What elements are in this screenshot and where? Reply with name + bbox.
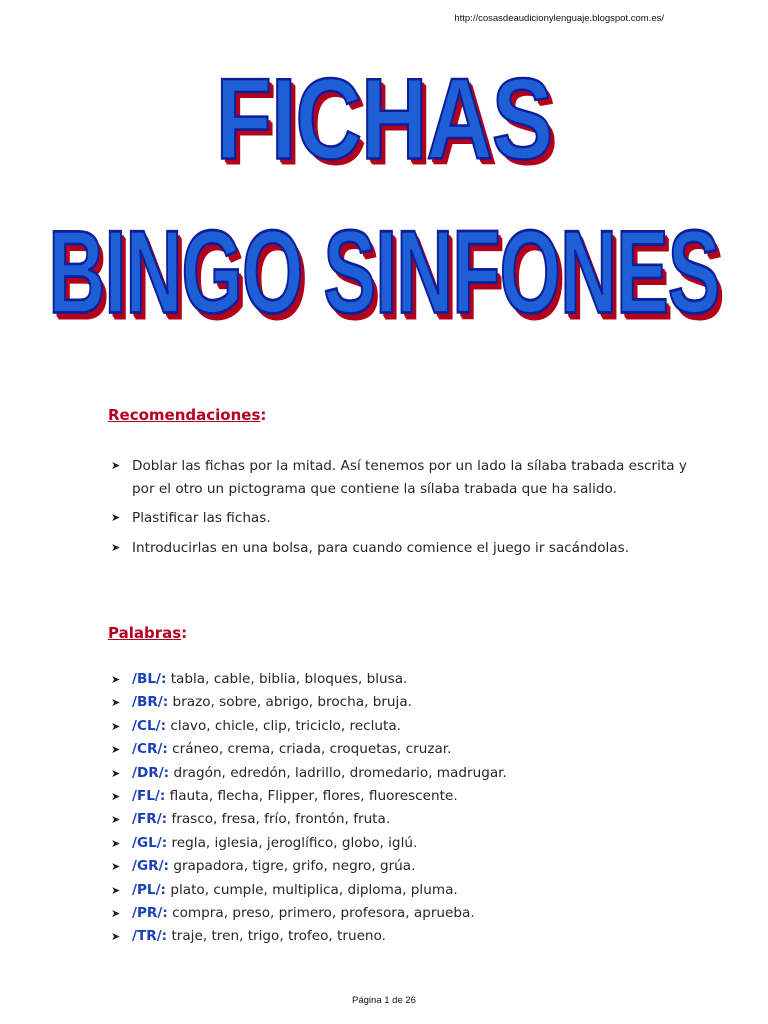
arrow-bullet-icon: ➤ [111,696,121,710]
word-list: regla, iglesia, jeroglífico, globo, iglú. [171,834,418,851]
sinfon-key: /BR/: [132,694,169,711]
arrow-bullet-icon: ➤ [111,790,121,804]
recomendaciones-heading [108,406,266,424]
recomendaciones-heading-text: Recomendaciones [108,406,261,424]
sinfon-key: /BL/: [132,671,167,687]
sinfon-key: /GR/: [132,858,169,875]
title-bingo-sinfones: BINGO SINFONES [48,206,720,338]
list-item-text: Doblar las fichas por la mitad. Así tenemos por un lado la sílaba trabada escrita y por el otro un pictograma que contiene la sílaba trabada que ha salido. [132,458,687,497]
list-item [110,785,690,808]
arrow-bullet-icon: ➤ [111,719,121,733]
recomendaciones-list [110,455,690,566]
list-item [110,855,690,878]
list-item [110,925,690,948]
arrow-bullet-icon: ➤ [111,907,121,921]
list-item [110,537,690,560]
sinfon-key: /FL/: [132,788,166,805]
palabras-heading-colon: : [181,624,188,642]
word-list: brazo, sobre, abrigo, brocha, bruja. [172,694,412,711]
word-list: plato, cumple, multiplica, diploma, pluma. [170,881,458,898]
palabras-list [110,668,690,949]
sinfon-key: /PL/: [132,881,166,898]
arrow-bullet-icon: ➤ [111,540,121,554]
palabras-heading [108,624,187,642]
page-footer: Página 1 de 26 [352,995,416,1006]
word-list: frasco, fresa, frío, frontón, fruta. [171,811,391,828]
list-item [110,762,690,785]
sinfon-key: /CR/: [132,741,168,758]
arrow-bullet-icon: ➤ [111,766,121,780]
recomendaciones-heading-colon: : [260,406,267,424]
sinfon-key: /FR/: [132,811,168,828]
sinfon-key: /TR/: [132,928,168,945]
arrow-bullet-icon: ➤ [111,930,121,944]
list-item [110,691,690,714]
list-item [110,455,690,500]
word-list: grapadora, tigre, grifo, negro, grúa. [173,858,416,875]
list-item [110,668,690,691]
list-item [110,832,690,855]
list-item [110,902,690,925]
word-list: clavo, chicle, clip, triciclo, recluta. [170,717,402,734]
arrow-bullet-icon: ➤ [111,813,121,827]
word-list: tabla, cable, biblia, bloques, blusa. [170,671,408,687]
word-list: traje, tren, trigo, trofeo, trueno. [171,928,386,945]
arrow-bullet-icon: ➤ [111,459,121,472]
arrow-bullet-icon: ➤ [111,743,121,757]
list-item [110,738,690,761]
sinfon-key: /PR/: [132,905,168,922]
list-item [110,507,690,530]
title-fichas: FICHAS [215,55,553,184]
list-item-text: Plastificar las fichas. [132,510,271,526]
word-list: flauta, flecha, Flipper, flores, fluorescente. [169,788,458,805]
sinfon-key: /GL/: [132,834,168,851]
arrow-bullet-icon: ➤ [111,860,121,874]
arrow-bullet-icon: ➤ [111,883,121,897]
word-list: compra, preso, primero, profesora, aprueba. [172,905,475,922]
word-list: cráneo, crema, criada, croquetas, cruzar. [172,741,452,758]
header-url: http://cosasdeaudicionylenguaje.blogspot.com.es/ [454,13,664,24]
arrow-bullet-icon: ➤ [111,836,121,850]
list-item [110,808,690,831]
arrow-bullet-icon: ➤ [111,511,121,524]
list-item-text: Introducirlas en una bolsa, para cuando comience el juego ir sacándolas. [132,539,630,556]
list-item [110,879,690,902]
sinfon-key: /DR/: [132,764,170,781]
word-list: dragón, edredón, ladrillo, dromedario, madrugar. [173,764,507,781]
sinfon-key: /CL/: [132,717,167,734]
palabras-heading-text: Palabras [108,624,182,642]
arrow-bullet-icon: ➤ [111,673,121,686]
list-item [110,715,690,738]
